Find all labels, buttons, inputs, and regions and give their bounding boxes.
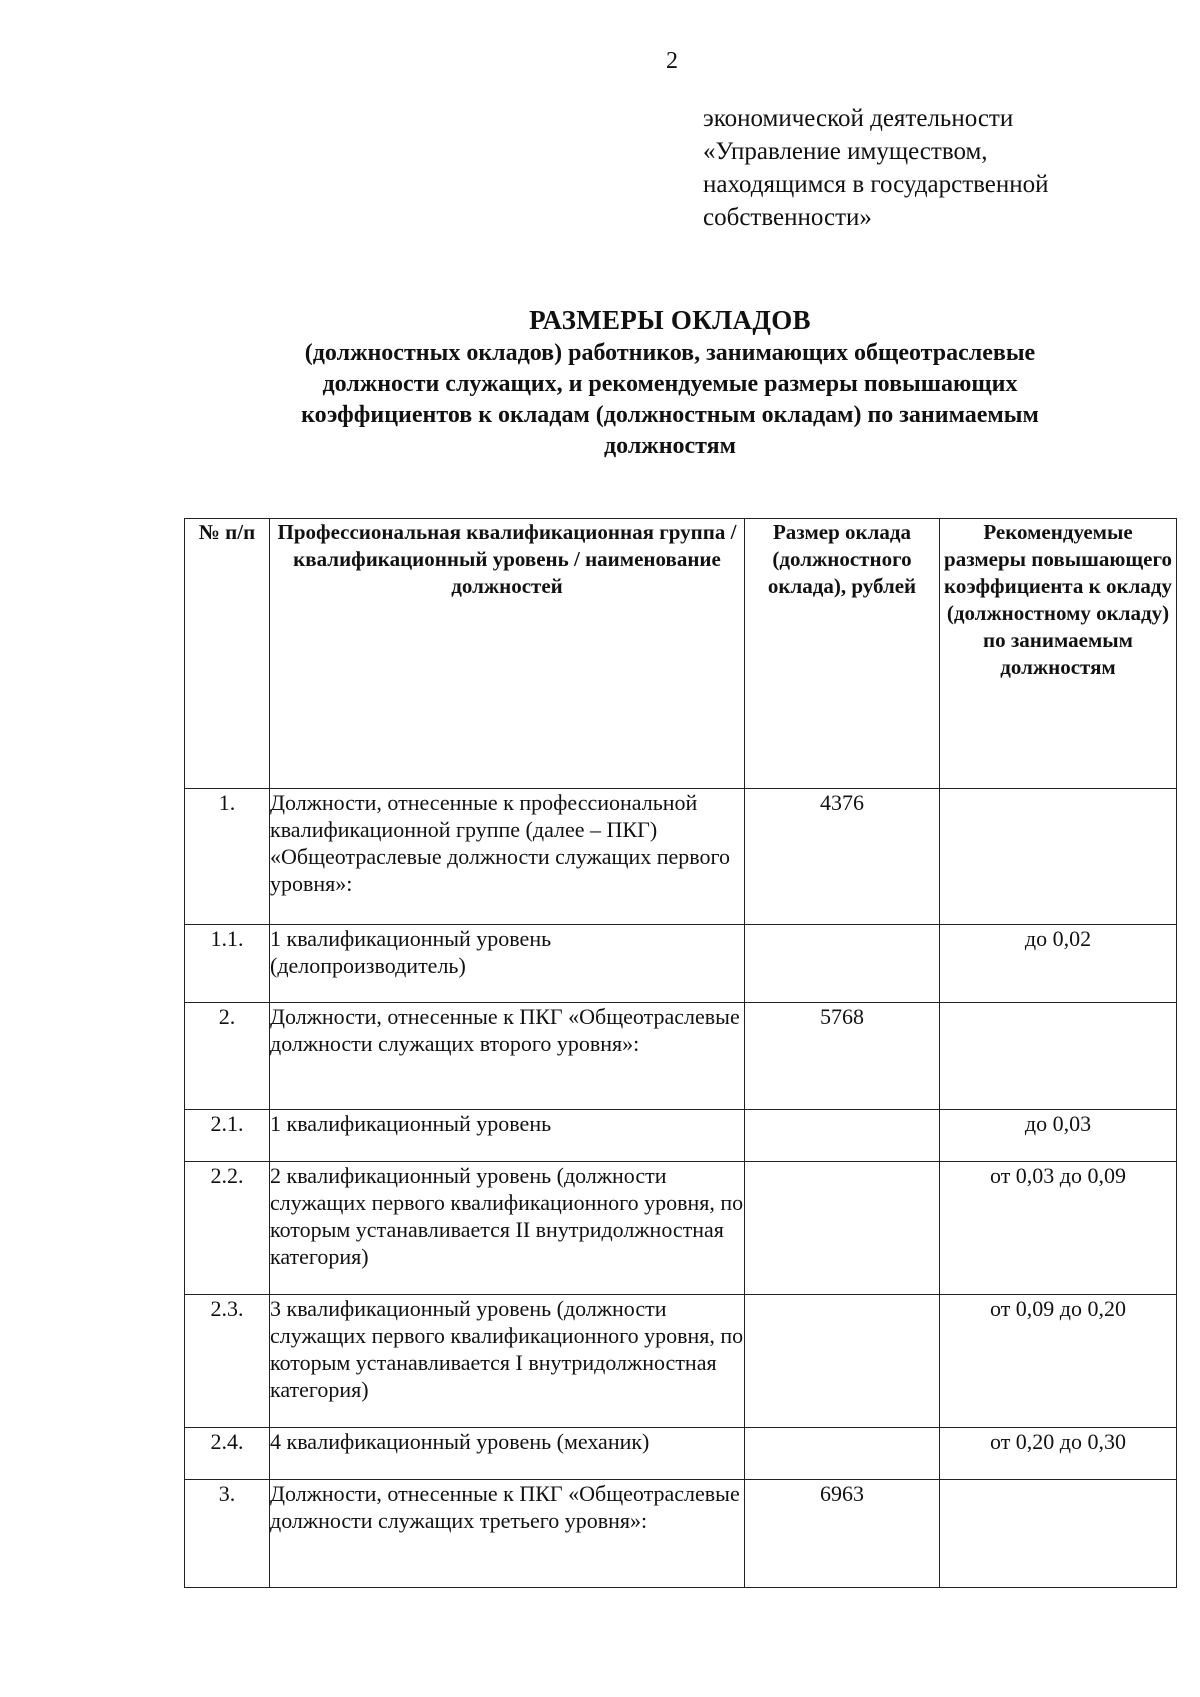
row-name: Должности, отнесенные к ПКГ «Общеотраслевые должности служащих третьего уровня»:	[270, 1480, 745, 1588]
table-row	[185, 1003, 1177, 1110]
row-name: 1 квалификационный уровень	[270, 1110, 745, 1162]
header-salary: Размер оклада (должностного оклада), рублей	[745, 519, 940, 789]
row-num: 2.1.	[185, 1110, 270, 1162]
row-salary	[745, 1162, 940, 1295]
title-sub-line: должности служащих, и рекомендуемые размеры повышающих	[322, 371, 1018, 397]
row-num: 2.	[185, 1003, 270, 1110]
row-name: 2 квалификационный уровень (должности служащих первого квалификационного уровня, по которым устанавливается II внутридолжностная категория)	[270, 1162, 745, 1295]
row-salary	[745, 1295, 940, 1428]
row-num: 2.3.	[185, 1295, 270, 1428]
header-line: «Управление имуществом,	[703, 138, 988, 165]
table-header-row	[185, 519, 1177, 789]
row-name: 4 квалификационный уровень (механик)	[270, 1428, 745, 1480]
row-name: 3 квалификационный уровень (должности служащих первого квалификационного уровня, по которым устанавливается I внутридолжностная категория)	[270, 1295, 745, 1428]
row-coefficient	[940, 1003, 1177, 1110]
title-main: РАЗМЕРЫ ОКЛАДОВ	[529, 305, 811, 335]
header-coefficient: Рекомендуемые размеры повышающего коэффициента к окладу (должностному окладу) по занимаемым должностям	[940, 519, 1177, 789]
row-num: 1.	[185, 789, 270, 925]
row-name: Должности, отнесенные к профессиональной квалификационной группе (далее – ПКГ) «Общеотраслевые должности служащих первого уровня»:	[270, 789, 745, 925]
row-coefficient	[940, 789, 1177, 925]
header-line: собственности»	[703, 204, 872, 231]
table-row	[185, 925, 1177, 1003]
table-row	[185, 1480, 1177, 1588]
document-header	[703, 102, 1173, 234]
header-line: экономической деятельности	[703, 105, 1014, 132]
table-row	[185, 789, 1177, 925]
row-salary	[745, 925, 940, 1003]
title-subtitle	[180, 338, 1160, 462]
row-name: 1 квалификационный уровень (делопроизводитель)	[270, 925, 745, 1003]
row-num: 1.1.	[185, 925, 270, 1003]
title-sub-line: коэффициентов к окладам (должностным окладам) по занимаемым	[301, 402, 1039, 428]
row-salary: 6963	[745, 1480, 940, 1588]
page-number: 2	[666, 48, 678, 74]
row-salary: 4376	[745, 789, 940, 925]
table-row	[185, 1110, 1177, 1162]
document-title	[180, 302, 1160, 462]
table-row	[185, 1428, 1177, 1480]
row-name: Должности, отнесенные к ПКГ «Общеотраслевые должности служащих второго уровня»:	[270, 1003, 745, 1110]
title-sub-line: должностям	[604, 433, 736, 459]
row-num: 2.2.	[185, 1162, 270, 1295]
salary-table	[184, 518, 1177, 1588]
row-salary: 5768	[745, 1003, 940, 1110]
table-row	[185, 1162, 1177, 1295]
row-coefficient: от 0,20 до 0,30	[940, 1428, 1177, 1480]
table-row	[185, 1295, 1177, 1428]
row-coefficient: до 0,03	[940, 1110, 1177, 1162]
header-name: Профессиональная квалификационная группа / квалификационный уровень / наименование должностей	[270, 519, 745, 789]
row-coefficient: до 0,02	[940, 925, 1177, 1003]
row-num: 3.	[185, 1480, 270, 1588]
row-salary	[745, 1110, 940, 1162]
row-coefficient: от 0,09 до 0,20	[940, 1295, 1177, 1428]
header-line: находящимся в государственной	[703, 171, 1049, 198]
header-num: № п/п	[185, 519, 270, 789]
row-num: 2.4.	[185, 1428, 270, 1480]
row-coefficient: от 0,03 до 0,09	[940, 1162, 1177, 1295]
row-coefficient	[940, 1480, 1177, 1588]
row-salary	[745, 1428, 940, 1480]
title-sub-line: (должностных окладов) работников, занимающих общеотраслевые	[304, 340, 1036, 366]
